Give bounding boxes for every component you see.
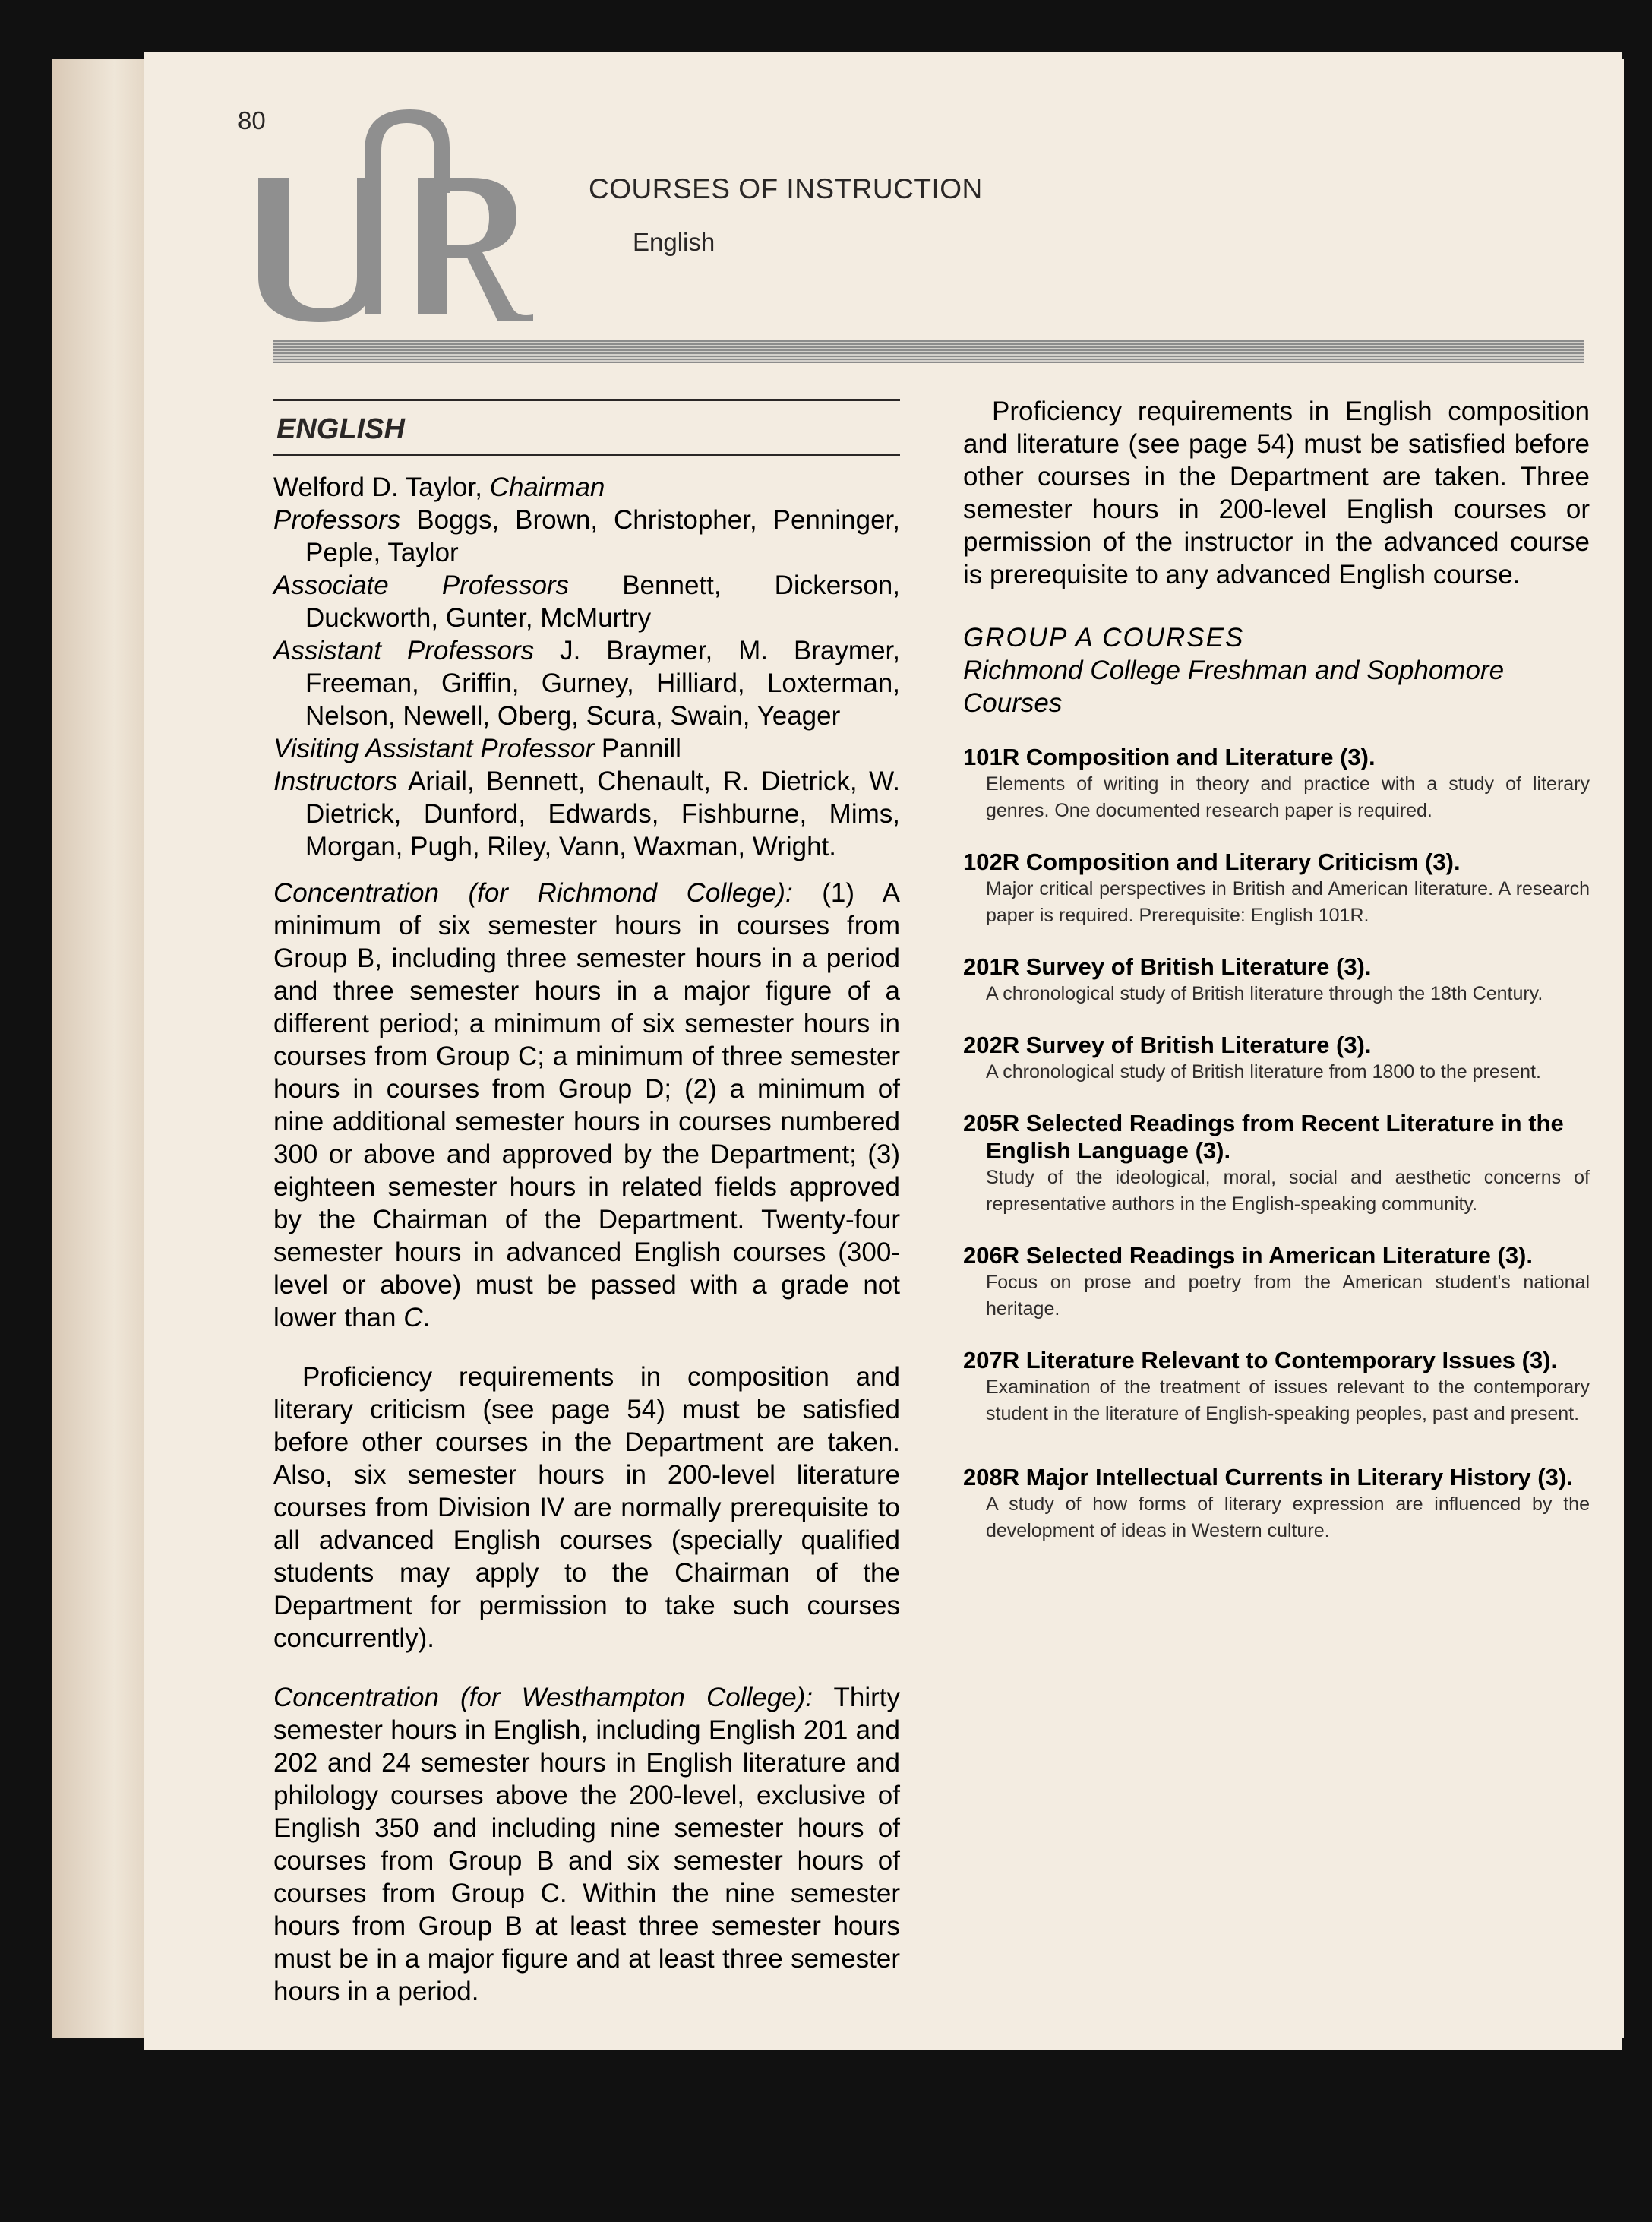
faculty-rank: Assistant Professors	[273, 636, 535, 665]
faculty-entry	[273, 765, 900, 863]
faculty-rank: Visiting Assistant Professor	[273, 734, 595, 763]
richmond-end: .	[422, 1303, 431, 1332]
course-title: 208R Major Intellectual Currents in Literary History (3).	[963, 1464, 1573, 1490]
richmond-concentration	[273, 877, 900, 1334]
faculty-rank: Instructors	[273, 766, 398, 796]
richmond-text: (1) A minimum of six semester hours in courses from Group B, including three semester hours in a period and three semester hours in a major figure of a different period; a minimum of six semester hours in courses from Group C; a minimum of three semester hours in courses from Group D; (2) a minimum of nine additional semester hours in courses numbered 300 or above and approved by the Department; (3) eighteen semester hours in related fields approved by the Chairman of the Department. Twenty-four semester hours in advanced English courses (300-level or above) must be passed with a grade not lower than	[273, 878, 900, 1332]
course-entry	[963, 1032, 1590, 1086]
grade-letter: C	[403, 1303, 423, 1332]
faculty-list	[273, 471, 900, 863]
westhampton-concentration	[273, 1681, 900, 2008]
course-title: 205R Selected Readings from Recent Literature in the English Language (3).	[963, 1110, 1564, 1164]
course-entry	[963, 1242, 1590, 1323]
course-description: A chronological study of British literature through the 18th Century.	[986, 983, 1543, 1004]
faculty-rank: Professors	[273, 505, 401, 535]
faculty-names: Bennett, Dickerson, Duckworth, Gunter, McMurtry	[305, 571, 900, 633]
faculty-names: Ariail, Bennett, Chenault, R. Dietrick, W. Dietrick, Dunford, Edwards, Fishburne, Mims, Morgan, Pugh, Riley, Vann, Waxman, Wright.	[305, 766, 900, 861]
chairman-title: Chairman	[489, 473, 605, 502]
page-number: 80	[238, 106, 266, 134]
course-description: A chronological study of British literature from 1800 to the present.	[986, 1061, 1541, 1083]
group-a-heading	[963, 621, 1590, 719]
course-description: Study of the ideological, moral, social and aesthetic concerns of representative authors in the English-speaking community.	[986, 1167, 1590, 1215]
section-subtitle: English	[633, 228, 715, 256]
group-a-label: GROUP A COURSES	[963, 623, 1245, 653]
course-title: 206R Selected Readings in American Literature (3).	[963, 1242, 1533, 1269]
faculty-entry	[273, 569, 900, 634]
course-entry	[963, 849, 1590, 929]
chairman-entry	[273, 471, 900, 504]
course-description: Focus on prose and poetry from the American student's national heritage.	[986, 1272, 1590, 1320]
course-entry	[963, 744, 1590, 824]
course-entry	[963, 1347, 1590, 1427]
ur-logo	[251, 109, 554, 322]
group-a-title: Richmond College Freshman and Sophomore Courses	[963, 656, 1505, 718]
department-heading: ENGLISH	[273, 399, 900, 456]
course-title: 101R Composition and Literature (3).	[963, 744, 1376, 770]
course-description: Major critical perspectives in British and American literature. A research paper is required. Prerequisite: English 101R.	[986, 878, 1590, 926]
proficiency-paragraph: Proficiency requirements in composition and literary criticism (see page 54) must be satisfied before other courses in the Department are taken. Also, six semester hours in 200-level literature courses from Division IV are normally prerequisite to all advanced English courses (specially qualified students may apply to the Chairman of the Department for permission to take such courses concurrently).	[273, 1362, 900, 1653]
course-entry	[963, 1110, 1590, 1218]
course-title: 202R Survey of British Literature (3).	[963, 1032, 1372, 1058]
faculty-names: Pannill	[601, 734, 681, 763]
course-description: A study of how forms of literary expression are influenced by the development of ideas in Western culture.	[986, 1493, 1590, 1541]
chairman-name: Welford D. Taylor,	[273, 473, 482, 502]
richmond-label: Concentration (for Richmond College):	[273, 878, 793, 908]
header-rule	[273, 340, 1584, 363]
course-entry	[963, 1464, 1590, 1544]
course-description: Elements of writing in theory and practice with a study of literary genres. One documented research paper is required.	[986, 773, 1590, 821]
faculty-entry	[273, 504, 900, 569]
course-entry	[963, 953, 1590, 1007]
course-title: 201R Survey of British Literature (3).	[963, 953, 1372, 980]
faculty-names: J. Braymer, M. Braymer, Freeman, Griffin, Gurney, Hilliard, Loxterman, Nelson, Newell, Oberg, Scura, Swain, Yeager	[305, 636, 900, 731]
faculty-rank: Associate Professors	[273, 571, 570, 600]
english-proficiency-paragraph: Proficiency requirements in English composition and literature (see page 54) must be satisfied before other courses in the Department are taken. Three semester hours in 200-level English courses or permission of the instructor in the advanced course is prerequisite to any advanced English course.	[963, 397, 1590, 589]
left-column	[273, 395, 900, 2034]
right-column	[963, 395, 1590, 1544]
westhampton-label: Concentration (for Westhampton College):	[273, 1683, 813, 1712]
course-title: 102R Composition and Literary Criticism (3).	[963, 849, 1461, 875]
faculty-names: Boggs, Brown, Christopher, Penninger, Peple, Taylor	[305, 505, 900, 567]
faculty-entry	[273, 732, 900, 765]
westhampton-text: Thirty semester hours in English, including English 201 and 202 and 24 semester hours in English literature and philology courses above the 200-level, exclusive of English 350 and including nine semester hours of courses from Group B and six semester hours of courses from Group C. Within the nine semester hours from Group B at least three semester hours must be in a major figure and at least three semester hours in a period.	[273, 1683, 901, 2006]
section-title: COURSES OF INSTRUCTION	[589, 173, 983, 204]
faculty-entry	[273, 634, 900, 732]
course-description: Examination of the treatment of issues relevant to the contemporary student in the literature of English-speaking peoples, past and present.	[986, 1377, 1590, 1424]
course-title: 207R Literature Relevant to Contemporary Issues (3).	[963, 1347, 1558, 1373]
